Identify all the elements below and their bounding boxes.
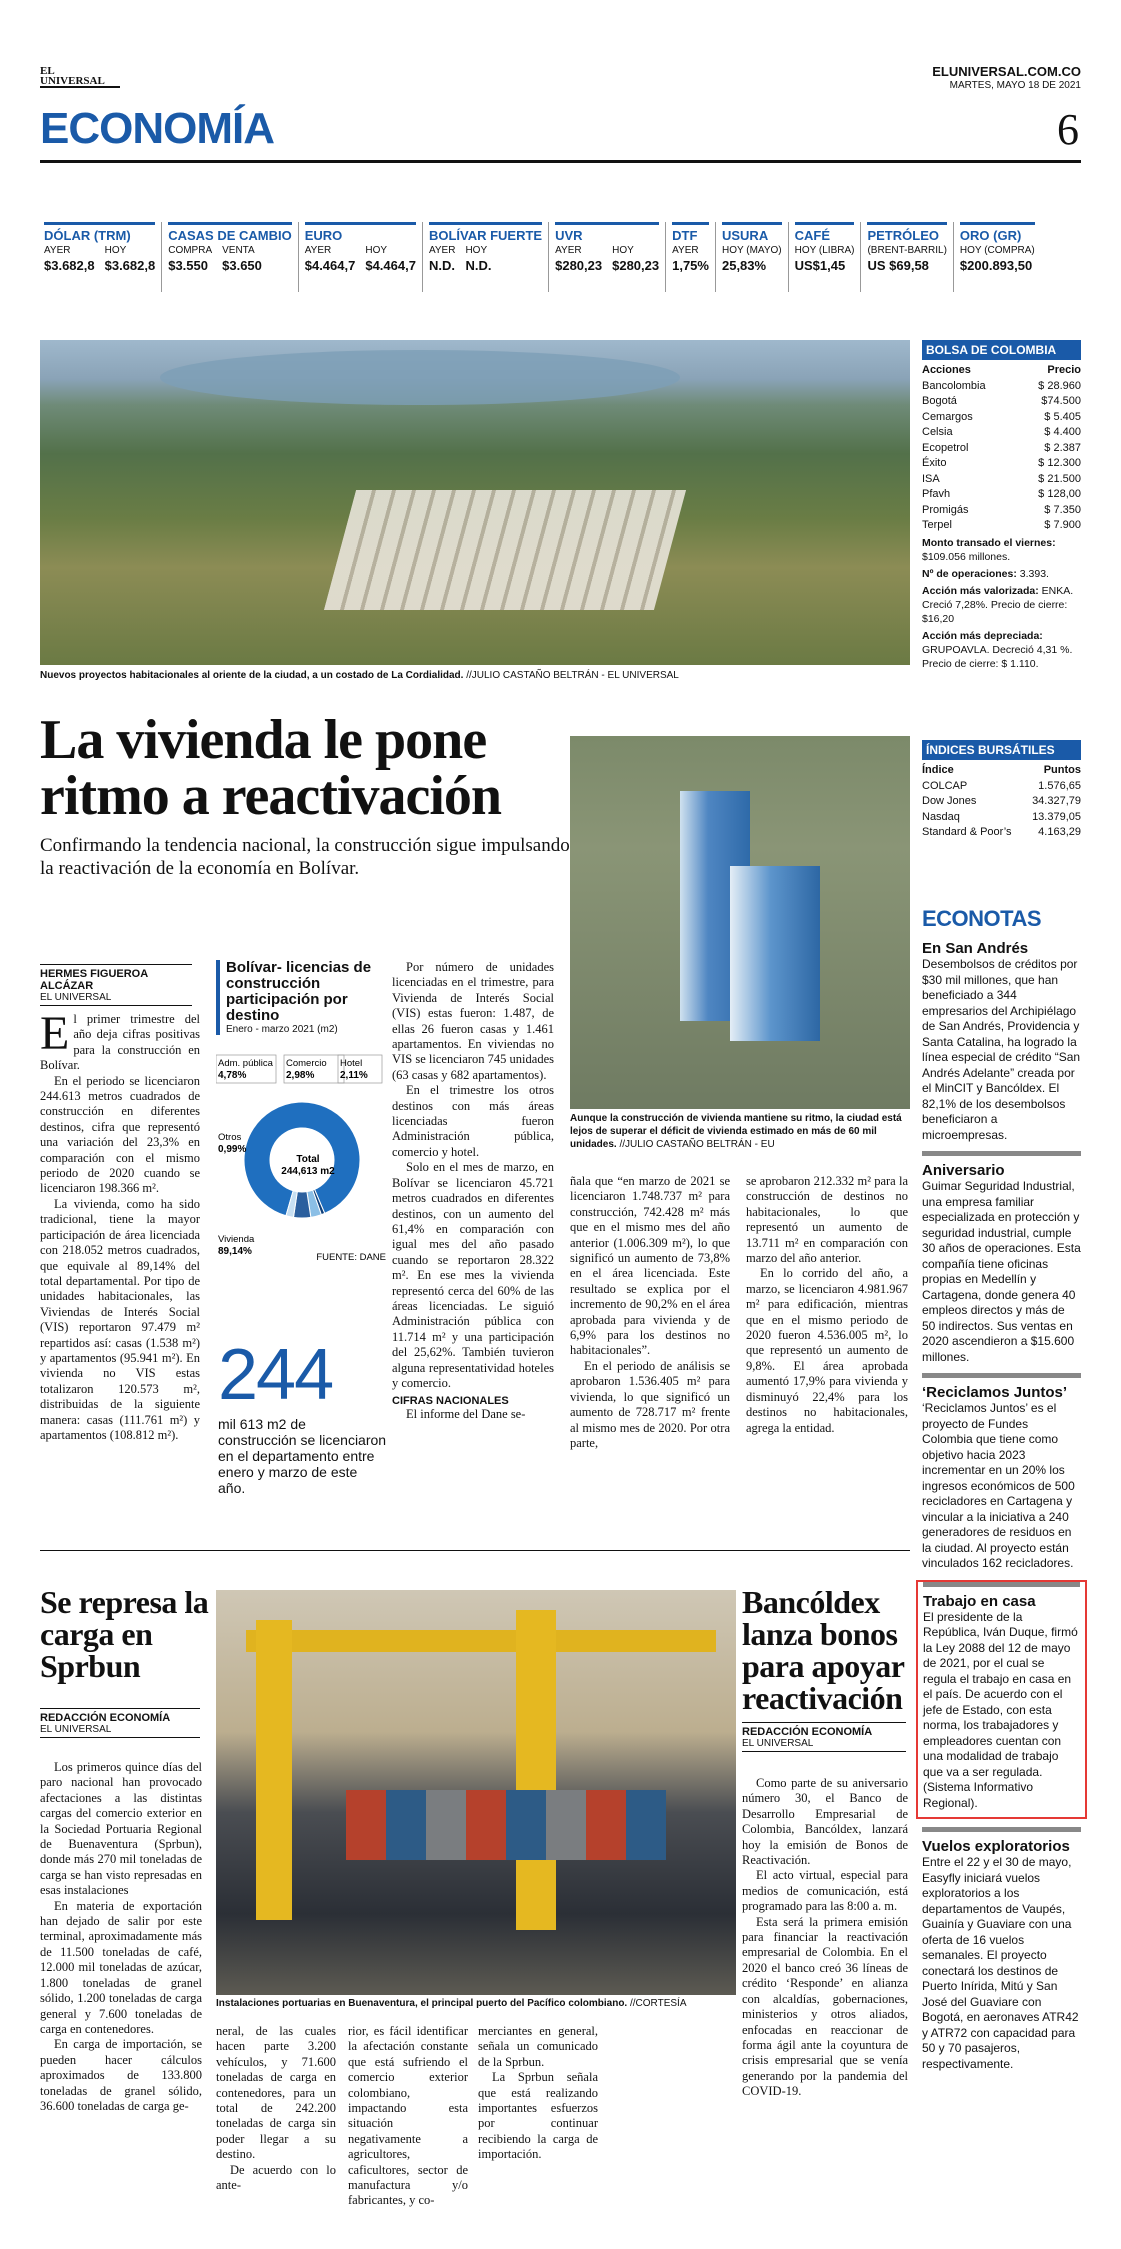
stock-name: ISA <box>922 472 940 485</box>
photo-water <box>160 350 680 405</box>
note-title: Vuelos exploratorios <box>922 1838 1070 1855</box>
note-value: 3.393. <box>1016 567 1049 580</box>
paragraph: Los primeros quince días del paro nacional han provocado afectaciones a las distintas cargas del comercio exterior en la Sociedad Portuaria Regional de Buenaventura (Sprbun), donde más 270 mil toneladas de carga se han visto represadas en esas instalaciones <box>40 1760 202 1898</box>
market-item <box>860 222 952 292</box>
photo-buildings <box>324 490 686 610</box>
aerial-housing-photo <box>40 340 910 665</box>
paragraph: La Sprbun señala que está realizando importantes esfuerzos por continuar recibiendo la carga de importación. <box>478 2070 598 2162</box>
market-name: UVR <box>555 222 659 243</box>
note-title: ‘Reciclamos Juntos’ <box>922 1384 1068 1401</box>
slice-label: Otros <box>218 1132 242 1143</box>
market-col <box>960 243 1035 273</box>
stock-name: Promigás <box>922 503 969 516</box>
market-col <box>465 243 491 273</box>
paragraph: En el periodo de análisis se aprobaron 1.536.405 m² para vivienda, lo que significó un aumento de 728.717 m² frente al mismo mes de 2020. Por otra parte, <box>570 1358 730 1450</box>
market-name: CAFÉ <box>795 222 855 243</box>
index-points: 34.327,79 <box>1032 795 1081 807</box>
market-item <box>298 222 422 292</box>
econota <box>922 1373 1081 1572</box>
main-deck: Confirmando la tendencia nacional, la construcción sigue impulsando la reactivación de la economía en Bolívar. <box>40 835 570 879</box>
note-label: Monto transado el viernes: <box>922 536 1056 549</box>
market-label: (BRENT-BARRIL) <box>867 245 947 256</box>
market-name: DÓLAR (TRM) <box>44 222 155 243</box>
market-value: 25,83% <box>721 258 767 273</box>
paragraph: En el periodo se licenciaron 244.613 metros cuadrados de construcción en diferentes destinos, cifra que representó una variación del 23,3% en comparación con el mismo periodo de 2020 cuando se licenciaron 198.366 m². <box>40 1073 200 1196</box>
stock-price: $ 12.300 <box>1038 457 1081 469</box>
market-label: AYER <box>304 245 332 256</box>
caption-credit: //CORTESÍA <box>627 1998 687 2009</box>
paragraph: l primer trimestre del año deja cifras positivas para la construcción en Bolívar. <box>40 1012 200 1073</box>
note-body: Desembolsos de créditos por $30 mil millones, que han beneficiado a 344 empresarios del Archipiélago de San Andrés, Providencia y Santa Catalina, ha logrado la línea especial de crédito “San Andrés Adelante” creada por el MinCIT y Bancóldex. El 82,1% de los desembolsos beneficiaron a microempresas. <box>922 957 1081 1142</box>
chart-source: FUENTE: DANE <box>316 1252 386 1263</box>
market-item <box>953 222 1041 292</box>
center-value: 244,613 m2 <box>281 1166 335 1177</box>
index-name: Nasdaq <box>922 810 960 823</box>
market-value: US $69,58 <box>867 258 929 273</box>
stock-row <box>922 410 1081 426</box>
stock-name: Bancolombia <box>922 379 986 392</box>
note-title: Aniversario <box>922 1162 1005 1179</box>
port-column-3 <box>348 2024 468 2209</box>
market-label: AYER <box>672 245 699 256</box>
econotas-title: ECONOTAS <box>922 906 1042 931</box>
econota <box>922 940 1081 1143</box>
index-name: Dow Jones <box>922 795 977 807</box>
stock-price: $ 7.350 <box>1044 503 1081 516</box>
econota <box>922 1151 1081 1365</box>
market-value: $280,23 <box>612 258 660 273</box>
paragraph: En el trimestre los otros destinos con más áreas licenciadas fueron Administración pública, comercio y hotel. <box>392 1083 554 1159</box>
paragraph: Solo en el mes de marzo, en Bolívar se licenciaron 45.721 metros cuadrados en diferentes destinos, con un aumento del 61,4% en comparación con igual mes del año pasado cuando se reportaron 28.322 m². En ese mes la vivienda representó cerca del 60% de las áreas licenciadas. Le siguió Administración pública con 11.714 m² y una participación del 25,62%. También tuvieron alguna representatividad hoteles y comercio. <box>392 1160 554 1390</box>
center-label: Total <box>296 1154 320 1165</box>
market-value: $280,23 <box>555 258 603 273</box>
market-name: BOLÍVAR FUERTE <box>429 222 542 243</box>
indices-rows <box>922 779 1081 841</box>
paragraph: En lo corrido del año, a marzo, se licenciaron 4.981.967 m² para edificación, mientras que en el mismo periodo de 2020 fueron 4.536.005 m², lo que representó un aumento de 9,8%. El área aprobada aumentó 17,9% para vivienda y disminuyó 22,4% para los destinos no habitacionales, agrega la entidad. <box>746 1266 908 1435</box>
market-value: 1,75% <box>672 258 709 273</box>
paragraph: se aprobaron 212.332 m² para la construcción de destinos no habitacionales, lo que representó un aumento de 13.711 m² en comparación con marzo del año anterior. <box>746 1174 908 1266</box>
caption-text: Aunque la construcción de vivienda mantiene su ritmo, la ciudad está lejos de superar el déficit de vivienda estimado en más de 60 mil unidades. <box>570 1113 902 1150</box>
stock-name: Cemargos <box>922 410 973 423</box>
index-name: COLCAP <box>922 779 968 792</box>
index-points: 1.576,65 <box>1038 779 1081 792</box>
stock-name: Pfavh <box>922 488 951 500</box>
section-title: ECONOMÍA <box>40 104 274 153</box>
stock-row <box>922 518 1081 534</box>
header-cell: Acciones <box>922 364 971 376</box>
stock-name: Bogotá <box>922 395 957 407</box>
stock-name: Ecopetrol <box>922 441 969 454</box>
indices-box <box>922 740 1081 841</box>
caption-text: Nuevos proyectos habitacionales al oriente de la ciudad, a un costado de La Cordialidad. <box>40 670 464 681</box>
bolsa-header-row <box>922 363 1081 379</box>
stock-row <box>922 379 1081 395</box>
market-label: HOY (MAYO) <box>721 245 782 256</box>
stock-row <box>922 441 1081 457</box>
note-body: ‘Reciclamos Juntos’ es el proyecto de Fundes Colombia que tiene como objetivo hacia 2023 incrementar en un 20% los ingresos económicos de 500 recicladores en Cartagena y vincular a la iniciativa a 240 generadores de residuos en la ciudad. Al proyecto están vinculados 162 recicladores. <box>922 1401 1075 1570</box>
note-title: Trabajo en casa <box>923 1592 1036 1610</box>
market-item <box>40 222 161 292</box>
bolsa-note <box>922 567 1081 581</box>
market-value: $3.550 <box>168 258 208 273</box>
bolsa-title: BOLSA DE COLOMBIA <box>922 340 1081 360</box>
market-col <box>365 243 416 273</box>
chart-header <box>216 960 386 1035</box>
header-cell: Índice <box>922 764 954 776</box>
port-photo <box>216 1590 736 1995</box>
note-value: $109.056 millones. <box>922 550 1011 563</box>
article-column-3 <box>392 960 554 1423</box>
market-item <box>161 222 298 292</box>
market-col <box>429 243 456 273</box>
market-value: $3.682,8 <box>44 258 95 273</box>
note-value: ENKA. Creció 7,28%. Precio de cierre: $16,20 <box>922 584 1074 625</box>
photo-crane-right <box>516 1610 556 1930</box>
slice-value: 4,78% <box>218 1070 247 1081</box>
main-headline: La vivienda le pone ritmo a reactivación <box>40 709 502 827</box>
photo-crane-beam <box>246 1630 716 1652</box>
market-col <box>795 243 855 273</box>
stock-name: Celsia <box>922 426 953 438</box>
market-col <box>612 243 659 273</box>
slice-label: Comercio <box>286 1058 327 1069</box>
photo-containers <box>346 1790 666 1860</box>
market-value: $4.464,7 <box>365 258 416 273</box>
market-item <box>665 222 715 292</box>
caption-text: Instalaciones portuarias en Buenaventura, el principal puerto del Pacífico colombiano. <box>216 1998 628 2009</box>
slice-value: 89,14% <box>218 1246 252 1257</box>
econota <box>916 1580 1087 1820</box>
market-value: $200.893,50 <box>959 258 1033 273</box>
market-item <box>422 222 548 292</box>
slice-label: Adm. pública <box>218 1058 273 1069</box>
market-col <box>867 243 946 273</box>
highlight-text: mil 613 m2 de construcción se licenciaron en el departamento entre enero y marzo de este año. <box>218 1416 387 1496</box>
byline: REDACCIÓN ECONOMÍA <box>40 1708 200 1724</box>
market-label: AYER <box>428 245 456 256</box>
paragraph: rior, es fácil identificar la afectación constante que está sufriendo el comercio exterior colombiano, impactando esta situación negativamente a agricultores, caficultores, sector de manufactura y/o fabricantes, y co- <box>348 2024 468 2208</box>
photo-crane-left <box>256 1620 292 1920</box>
note-divider <box>922 1827 1081 1832</box>
market-label: VENTA <box>222 245 255 256</box>
market-item <box>715 222 788 292</box>
paragraph: ñala que “en marzo de 2021 se licenciaron 1.748.737 m² para construcción, 742.428 m² más que en el mismo mes del año anterior (1.006.309 m²), lo que significó un aumento de 73,8% en el área licenciada. Este resultado se explica por el incremento de 90,2% en el área aprobada para vivienda y de 6,9% para los destinos no habitacionales”. <box>570 1174 730 1358</box>
paragraph: En carga de importación, se pueden hacer cálculos aproximados de 133.800 toneladas de granel sólido, 36.600 toneladas de carga ge- <box>40 2037 202 2113</box>
stock-row <box>922 425 1081 441</box>
market-item <box>788 222 861 292</box>
byline-outlet: EL UNIVERSAL <box>40 1724 200 1738</box>
bolsa-note <box>922 584 1081 626</box>
market-value: $3.650 <box>222 258 262 273</box>
index-row <box>922 810 1081 826</box>
header-rule <box>40 160 1081 163</box>
market-value: N.D. <box>428 258 455 273</box>
stock-price: $ 2.387 <box>1044 441 1081 454</box>
note-label: Acción más depreciada: <box>922 629 1043 642</box>
port-column-1 <box>40 1760 202 2114</box>
market-indicators <box>40 222 1081 292</box>
note-body: El presidente de la República, Iván Duque, firmó la Ley 2088 del 12 de mayo de 2021, por el cual se regula el trabajo en casa en el país. De acuerdo con el jefe de Estado, con esta norma, los trabajadores y empleadores cuentan con una modalidad de trabajo que va a ser regulada. (Sistema Informativo Regional). <box>923 1609 1078 1810</box>
slice-value: 2,98% <box>286 1070 315 1081</box>
paragraph: La vivienda, como ha sido tradicional, tiene la mayor participación de área licenciada con 218.052 metros cuadrados, que equivale al 89,14% del total departamental. Por tipo de unidades habitacionales, las Viviendas de Interés Social (VIS) reportaron 97.479 m² repartidos así: casas (1.538 m²) y apartamentos (95.941 m²). En vivienda no VIS estas totalizaron 120.573 m², distribuidas de la siguiente manera: casas (111.761 m²) y apartamentos (108.812 m²). <box>40 1196 200 1442</box>
slice-value: 2,11% <box>340 1070 368 1081</box>
market-label: HOY <box>612 245 634 256</box>
bolsa-note <box>922 536 1081 564</box>
stock-name: Terpel <box>922 519 952 531</box>
market-value: $3.682,8 <box>104 258 156 273</box>
tower-photo <box>570 736 910 1109</box>
newspaper-logo: EL UNIVERSAL <box>40 66 120 88</box>
photo-tower-right <box>730 866 820 1041</box>
market-value: N.D. <box>465 258 492 273</box>
market-label: HOY <box>465 245 488 256</box>
site-url: ELUNIVERSAL.COM.CO <box>932 64 1081 79</box>
tower-photo-caption <box>570 1112 910 1151</box>
photo-caption <box>40 670 910 681</box>
header-cell: Precio <box>1047 364 1081 376</box>
bancoldex-column <box>742 1776 908 2100</box>
slice-value: 0,99% <box>218 1144 247 1155</box>
market-col <box>722 243 782 273</box>
note-label: Nº de operaciones: <box>922 567 1017 580</box>
bolsa-rows <box>922 379 1081 534</box>
stock-price: $74.500 <box>1041 395 1081 407</box>
stock-price: $ 7.900 <box>1044 519 1081 531</box>
paragraph: merciantes en general, señala un comunicado de la Sprbun. <box>478 2024 598 2069</box>
market-value: $4.464,7 <box>304 258 356 273</box>
market-item <box>548 222 665 292</box>
stock-price: $ 128,00 <box>1038 488 1081 500</box>
paragraph: El acto virtual, especial para medios de comunicación, está programado para las 8:00 a. m. <box>742 1868 908 1914</box>
header-cell: Puntos <box>1043 764 1081 776</box>
section-divider <box>40 1550 910 1551</box>
byline-outlet: EL UNIVERSAL <box>40 992 192 1006</box>
market-label: HOY (COMPRA) <box>959 245 1035 256</box>
caption-credit: //JULIO CASTAÑO BELTRÁN - EL UNIVERSAL <box>463 670 679 681</box>
market-col <box>305 243 356 273</box>
market-col <box>105 243 156 273</box>
byline-outlet: EL UNIVERSAL <box>742 1738 906 1752</box>
slice-label: Vivienda <box>218 1234 255 1245</box>
paragraph: Por número de unidades licenciadas en el trimestre, para Vivienda de Interés Social (VIS) estas fueron: 1.487, de ellas 26 fueron casas y 1.461 apartamentos. En viviendas no VIS se licenciaron 745 unidades (63 casas y 682 apartamentos). <box>392 960 554 1082</box>
byline: REDACCIÓN ECONOMÍA <box>742 1722 906 1738</box>
subhead: CIFRAS NACIONALES <box>392 1395 509 1408</box>
paragraph: En materia de exportación han dejado de salir por este terminal, aproximadamente más de 11.500 toneladas de café, 12.000 mil toneladas de azúcar, 1.800 toneladas de granel sólido, 1.200 toneladas de carga general y 7.600 toneladas de carga en contenedores. <box>40 1898 202 2036</box>
market-label: AYER <box>555 245 582 256</box>
page-number: 6 <box>1057 105 1079 154</box>
note-title: En San Andrés <box>922 940 1029 957</box>
stock-row <box>922 472 1081 488</box>
port-column-2 <box>216 2024 336 2193</box>
stock-row <box>922 503 1081 519</box>
market-label: HOY <box>104 245 127 256</box>
stock-price: $ 28.960 <box>1038 379 1081 392</box>
market-name: ORO (GR) <box>960 222 1035 243</box>
market-label: HOY (LIBRA) <box>794 245 855 256</box>
market-value: US$1,45 <box>794 258 846 273</box>
note-body: Guimar Seguridad Industrial, una empresa familiar especializada en protección y seguridad industrial, cumple 30 años de operaciones. Esta compañía tiene oficinas propias en Medellín y Cartagena, donde genera 40 empleos directos y más de 50 indirectos. Sus ventas en 2020 ascendieron a $15.600 millones. <box>922 1179 1081 1364</box>
market-col <box>44 243 95 273</box>
stock-name: Éxito <box>922 457 947 469</box>
slice-label: Hotel <box>340 1058 363 1069</box>
market-label: AYER <box>44 245 71 256</box>
paragraph: neral, de las cuales hacen parte 3.200 vehículos, y 71.600 toneladas de carga en contenedores, para un total de 242.200 toneladas de carga sin poder llegar a su destino. <box>216 2024 336 2162</box>
market-name: USURA <box>722 222 782 243</box>
port-headline: Se represa la carga en Sprbun <box>40 1584 209 1684</box>
index-points: 13.379,05 <box>1032 810 1081 823</box>
paragraph: De acuerdo con lo ante- <box>216 2162 336 2193</box>
bolsa-note <box>922 629 1081 671</box>
article-column-1 <box>40 1007 200 1443</box>
stock-price: $ 5.405 <box>1044 410 1081 423</box>
note-divider <box>923 1582 1080 1587</box>
stock-row <box>922 456 1081 472</box>
paragraph: Como parte de su aniversario número 30, el Banco de Desarrollo Empresarial de Colombia, Bancóldex, lanzará hoy la emisión de Bonos de Reactivación. <box>742 1776 908 1868</box>
index-points: 4.163,29 <box>1038 826 1081 838</box>
econota <box>922 1827 1081 2072</box>
econotas-notes <box>922 940 1081 2072</box>
market-name: PETRÓLEO <box>867 222 946 243</box>
dropcap: E <box>40 1007 70 1060</box>
note-label: Acción más valorizada: <box>922 584 1039 597</box>
market-col <box>168 243 212 273</box>
stock-row <box>922 394 1081 410</box>
index-row <box>922 825 1081 841</box>
byline: HERMES FIGUEROA ALCÁZAR <box>40 964 192 992</box>
licencias-pie-chart <box>216 1052 388 1264</box>
stock-price: $ 4.400 <box>1044 426 1081 438</box>
article-column-5 <box>746 1174 908 1436</box>
market-name: DTF <box>672 222 709 243</box>
market-label: COMPRA <box>168 245 213 256</box>
port-column-4 <box>478 2024 598 2163</box>
market-col <box>555 243 602 273</box>
market-col <box>222 243 262 273</box>
bolsa-box <box>922 340 1081 671</box>
indices-header-row <box>922 763 1081 779</box>
econotas-box <box>922 906 1081 2072</box>
index-row <box>922 779 1081 795</box>
chart-title: Bolívar- licencias de construcción participación por destino <box>226 959 372 1024</box>
caption-credit: //JULIO CASTAÑO BELTRÁN - EU <box>616 1139 775 1150</box>
article-column-4 <box>570 1174 730 1451</box>
paragraph: El informe del Dane se- <box>406 1407 526 1422</box>
note-divider <box>922 1151 1081 1156</box>
market-name: EURO <box>305 222 416 243</box>
market-label: HOY <box>365 245 388 256</box>
index-name: Standard & Poor’s <box>922 826 1012 838</box>
indices-title: ÍNDICES BURSÁTILES <box>922 740 1081 760</box>
note-body: Entre el 22 y el 30 de mayo, Easyfly iniciará vuelos exploratorios a los departamentos de Vaupés, Guainía y Guaviare con una oferta de 16 vuelos semanales. El proyecto conectará los destinos de Puerto Inírida, Mitú y San José del Guaviare con Bogotá, en aeronaves ATR42 y ATR72 con capacidad para 50 y 70 pasajeros, respectivamente. <box>922 1855 1079 2071</box>
paragraph: Esta será la primera emisión para financiar la reactivación empresarial de Colombia. En el 2020 el banco creó 36 líneas de crédito ‘Responde’ en alianza con alcaldías, gobernaciones, ministerios y otros aliados, enfocadas en reaccionar de forma ágil ante la coyuntura de crisis empresarial que se venía generando por la pandemia del COVID-19. <box>742 1914 908 2099</box>
stock-row <box>922 487 1081 503</box>
chart-subtitle: Enero - marzo 2021 (m2) <box>226 1024 338 1035</box>
index-row <box>922 794 1081 810</box>
stock-price: $ 21.500 <box>1038 472 1081 485</box>
issue-date: MARTES, MAYO 18 DE 2021 <box>949 80 1081 91</box>
note-value: GRUPOAVLA. Decreció 4,31 %. Precio de cierre: $ 1.110. <box>922 643 1073 670</box>
highlight-number: 244 <box>218 1335 333 1415</box>
note-divider <box>922 1373 1081 1378</box>
market-col <box>672 243 709 273</box>
market-name: CASAS DE CAMBIO <box>168 222 292 243</box>
port-photo-caption <box>216 1998 736 2009</box>
bancoldex-headline: Bancóldex lanza bonos para apoyar reactivación <box>742 1584 904 1716</box>
